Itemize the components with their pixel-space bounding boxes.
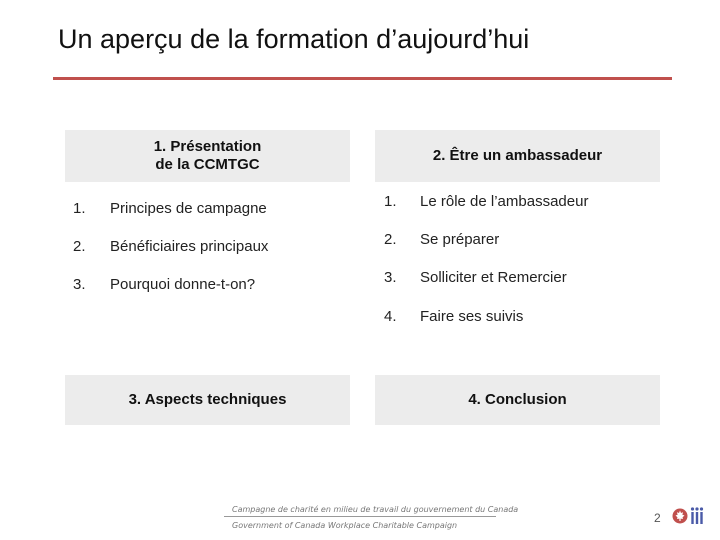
section-2-item-1-number: 1. <box>384 193 397 210</box>
section-1-item-1: Principes de campagne <box>110 200 267 217</box>
section-1-title-line-1: 1. Présentation <box>153 138 262 155</box>
section-1-item-2: Bénéficiaires principaux <box>110 238 269 255</box>
section-2-item-3: Solliciter et Remercier <box>420 269 567 286</box>
footer-campaign-fr: Campagne de charité en milieu de travail du gouvernement du Canada <box>232 505 519 514</box>
section-2-item-3-number: 3. <box>384 269 397 286</box>
section-2-item-2-number: 2. <box>384 231 397 248</box>
title-divider <box>53 77 672 80</box>
maple-leaf-icon <box>672 508 688 524</box>
section-2-item-1: Le rôle de l’ambassadeur <box>420 193 589 210</box>
section-3-header: 3. Aspects techniques <box>65 375 350 425</box>
people-bars-icon <box>690 506 704 526</box>
section-1-item-1-number: 1. <box>73 200 86 217</box>
footer-divider <box>224 516 496 517</box>
section-1-item-3-number: 3. <box>73 276 86 293</box>
section-4-header: 4. Conclusion <box>375 375 660 425</box>
section-2-item-4-number: 4. <box>384 308 397 325</box>
section-1-item-3: Pourquoi donne-t-on? <box>110 276 256 293</box>
section-2-item-2: Se préparer <box>420 231 500 248</box>
page-number: 2 <box>654 511 661 525</box>
section-1-header <box>65 130 350 182</box>
section-2-header: 2. Être un ambassadeur <box>375 130 660 182</box>
section-1-title-line-2: de la CCMTGC <box>155 156 260 173</box>
footer-campaign-en: Government of Canada Workplace Charitable Campaign <box>232 521 458 530</box>
section-1-item-2-number: 2. <box>73 238 86 255</box>
section-2-item-4: Faire ses suivis <box>420 308 524 325</box>
slide-title: Un aperçu de la formation d’aujourd’hui <box>58 24 530 54</box>
